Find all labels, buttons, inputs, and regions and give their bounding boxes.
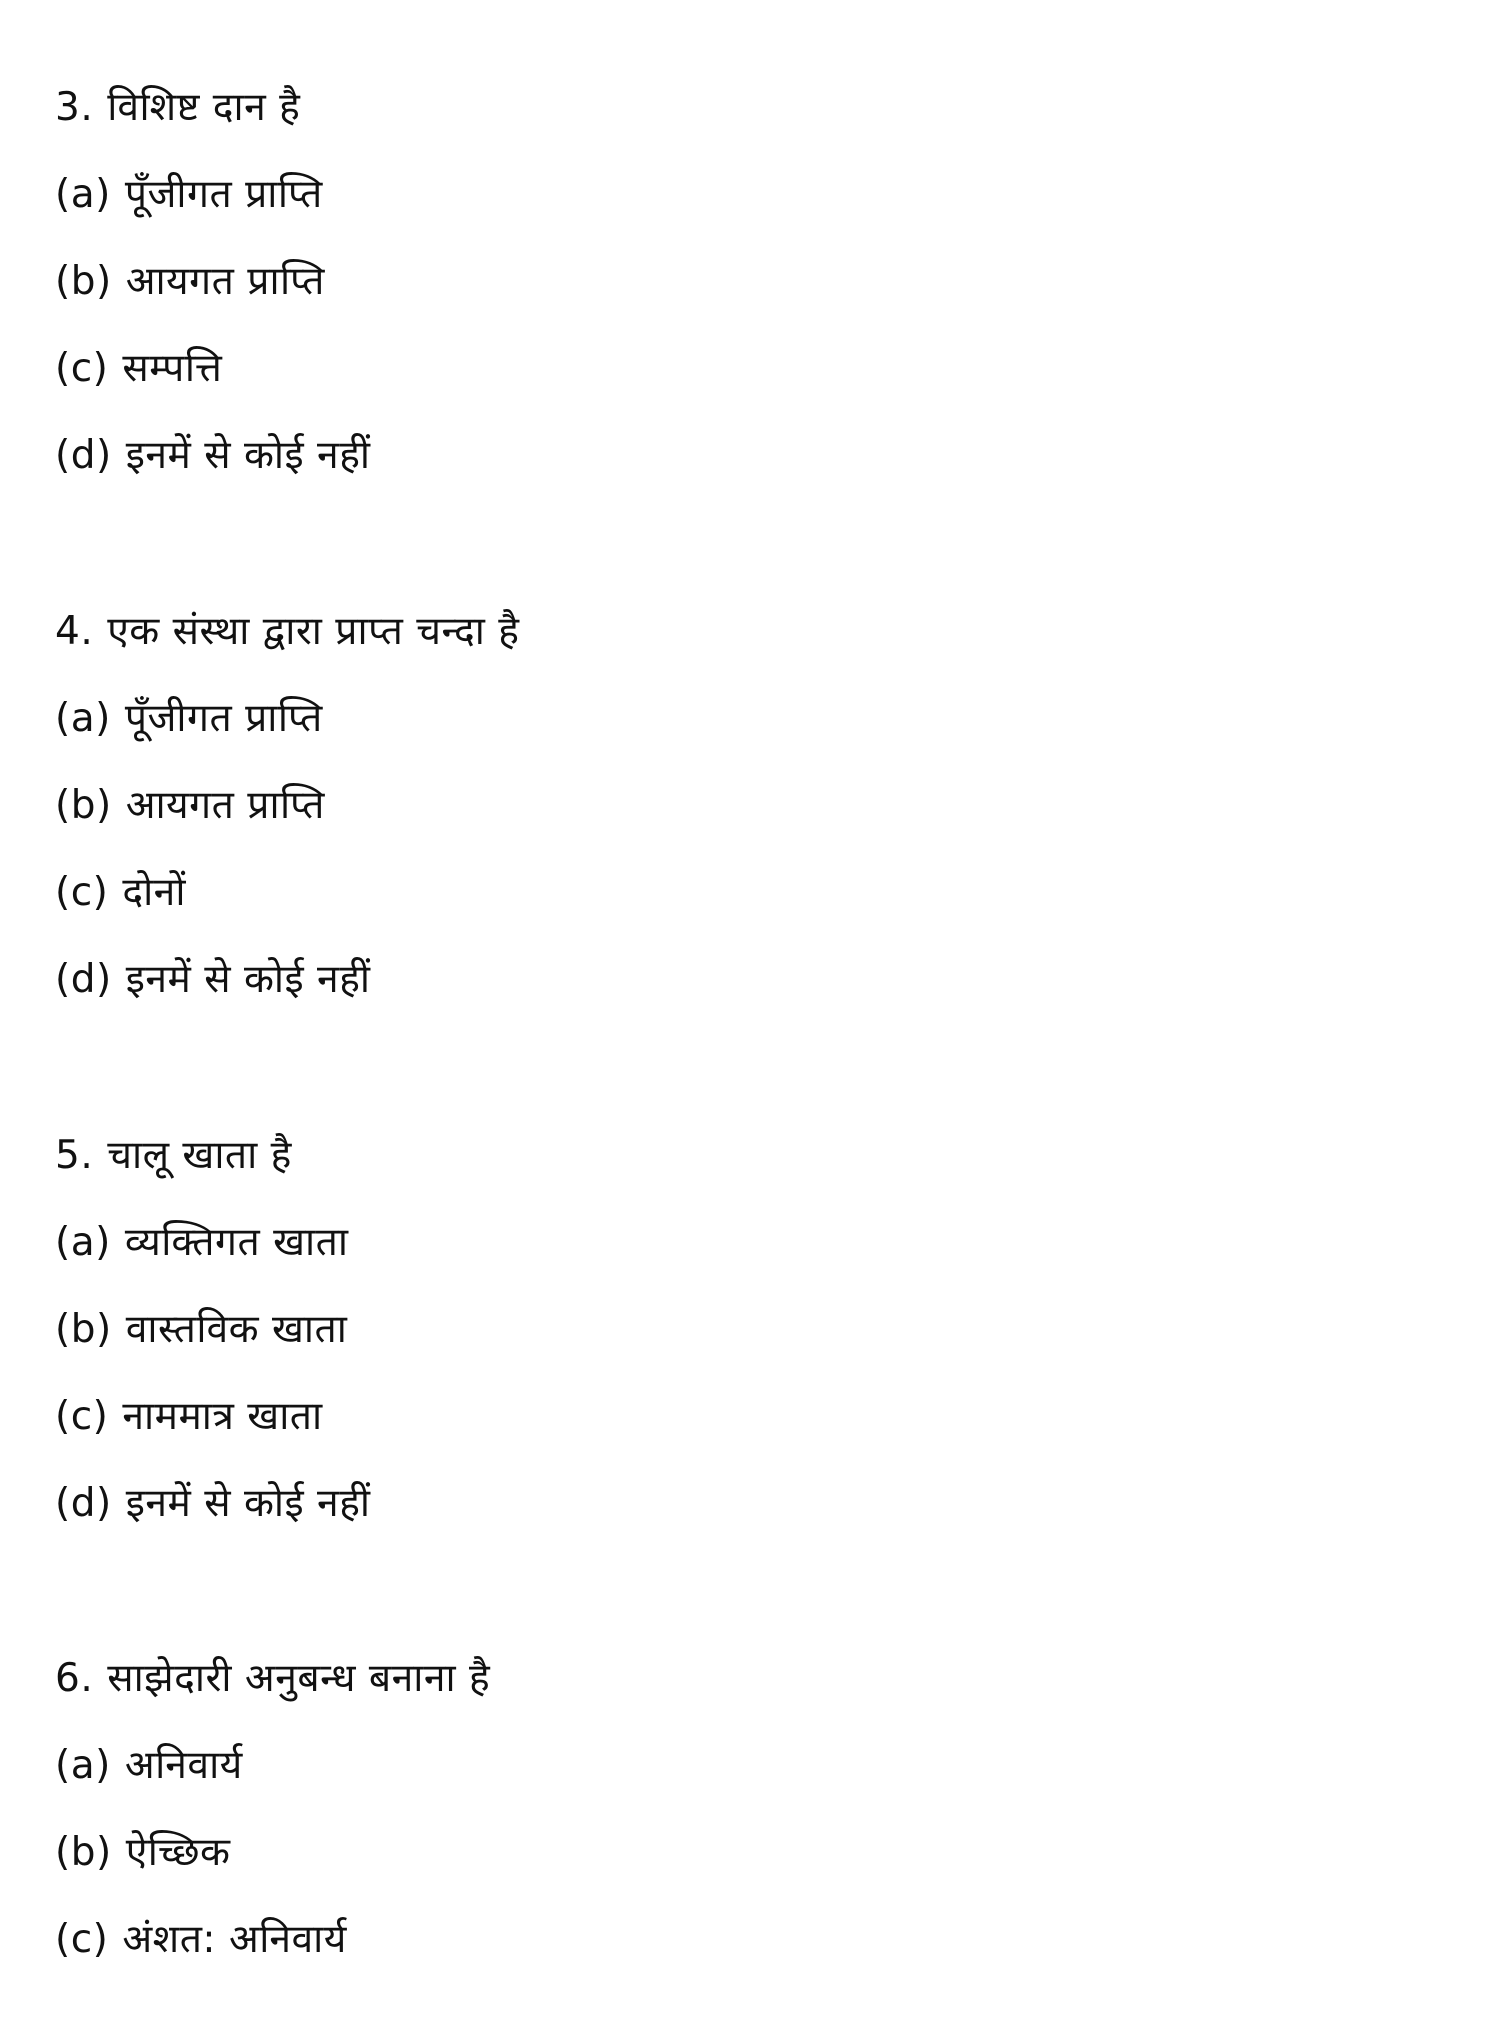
question-4-option-b [55, 781, 325, 831]
option-text: वास्तविक खाता [125, 1307, 348, 1352]
option-key: (d) [55, 433, 112, 478]
option-key: (c) [55, 1394, 109, 1439]
question-3-option-b [55, 257, 325, 307]
question-4-option-d [55, 955, 371, 1005]
option-text: इनमें से कोई नहीं [125, 433, 371, 478]
option-text: अनिवार्य [124, 1743, 243, 1788]
option-key: (a) [55, 1743, 111, 1788]
question-text: चालू खाता है [107, 1133, 292, 1178]
question-5-option-d [55, 1479, 371, 1529]
option-key: (a) [55, 1220, 111, 1265]
question-6-option-c [55, 1915, 347, 1965]
option-key: (d) [55, 957, 112, 1002]
question-3-option-c [55, 344, 222, 394]
option-key: (a) [55, 696, 111, 741]
question-3-option-a [55, 170, 323, 220]
option-text: ऐच्छिक [125, 1830, 231, 1875]
option-key: (b) [55, 783, 112, 828]
question-3-option-d [55, 431, 371, 481]
option-key: (b) [55, 1830, 112, 1875]
question-4 [55, 607, 519, 657]
question-number: 4. [55, 609, 94, 654]
option-key: (c) [55, 346, 109, 391]
option-text: पूँजीगत प्राप्ति [124, 696, 323, 741]
option-key: (d) [55, 1481, 112, 1526]
question-6-option-b [55, 1828, 231, 1878]
option-text: आयगत प्राप्ति [125, 259, 325, 304]
option-text: इनमें से कोई नहीं [125, 1481, 371, 1526]
option-key: (c) [55, 1917, 109, 1962]
option-text: सम्पत्ति [122, 346, 223, 391]
question-number: 3. [55, 85, 94, 130]
question-4-option-c [55, 868, 186, 918]
option-key: (b) [55, 259, 112, 304]
option-text: आयगत प्राप्ति [125, 783, 325, 828]
question-text: विशिष्ट दान है [107, 85, 301, 130]
question-5 [55, 1131, 292, 1181]
option-key: (c) [55, 870, 109, 915]
question-text: एक संस्था द्वारा प्राप्त चन्दा है [107, 609, 520, 654]
question-5-option-a [55, 1218, 348, 1268]
question-number: 5. [55, 1133, 94, 1178]
question-6-option-a [55, 1741, 243, 1791]
option-text: इनमें से कोई नहीं [125, 957, 371, 1002]
option-key: (a) [55, 172, 111, 217]
option-key: (b) [55, 1307, 112, 1352]
option-text: व्यक्तिगत खाता [124, 1220, 349, 1265]
option-text: पूँजीगत प्राप्ति [124, 172, 323, 217]
option-text: दोनों [122, 870, 186, 915]
question-number: 6. [55, 1656, 94, 1701]
question-5-option-c [55, 1392, 323, 1442]
question-text: साझेदारी अनुबन्ध बनाना है [107, 1656, 491, 1701]
question-6 [55, 1654, 490, 1704]
question-3 [55, 83, 300, 133]
question-5-option-b [55, 1305, 347, 1355]
question-4-option-a [55, 694, 323, 744]
option-text: नाममात्र खाता [122, 1394, 323, 1439]
option-text: अंशत: अनिवार्य [122, 1917, 347, 1962]
